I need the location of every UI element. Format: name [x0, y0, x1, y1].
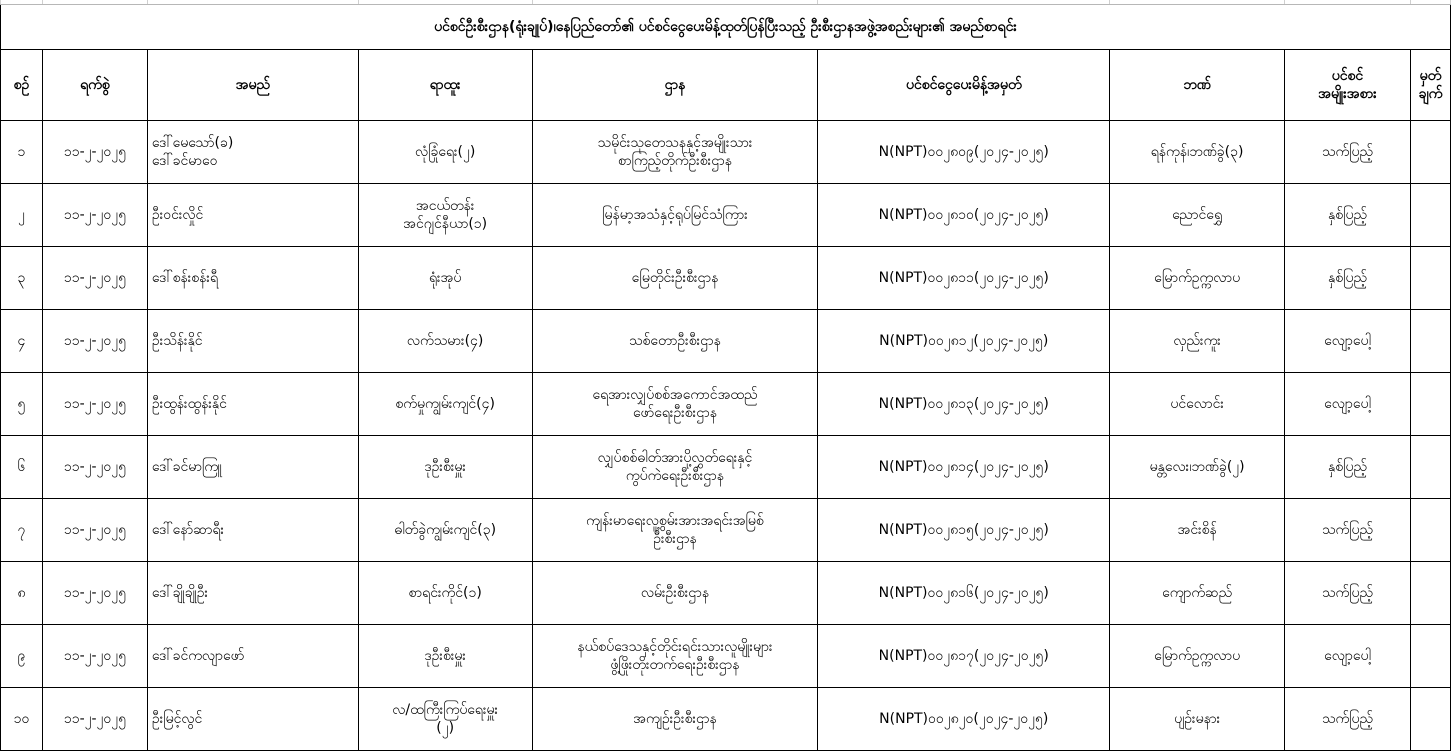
row-no: ၂	[18, 207, 25, 223]
row-no: ၇	[17, 522, 26, 538]
cell-no[interactable]	[1, 562, 43, 625]
cell-remark[interactable]	[1410, 373, 1450, 436]
row-department: ရေအားလျှပ်စစ်အကောင်အထည်	[592, 387, 758, 403]
row-no: ၉	[17, 648, 26, 664]
header-type	[1285, 50, 1411, 121]
row-name: ဒေါ်မေသော်(ခ)	[151, 135, 234, 151]
row-position: အငယ်တန်း	[415, 198, 475, 214]
header-name: အမည်	[147, 50, 358, 121]
cell-date[interactable]	[42, 688, 147, 751]
cell-type[interactable]	[1285, 310, 1411, 373]
row-position-cont: အင်ဂျင်နီယာ(၁)	[403, 216, 488, 232]
row-position: ဒုဦးစီးမှူး	[424, 648, 466, 664]
cell-name[interactable]	[147, 562, 358, 625]
cell-position[interactable]	[358, 310, 532, 373]
row-department: ကျန်းမာရေးလူ့စွမ်းအားအရင်းအမြစ်	[586, 513, 764, 529]
row-department: လျှပ်စစ်ဓါတ်အားပို့လွှတ်ရေးနှင့်	[597, 450, 753, 466]
row-department-cont: ဖွံ့ဖြိုးတိုးတက်ရေးဦးစီးဌာန	[610, 657, 740, 673]
table-row	[1, 184, 1451, 247]
cell-type[interactable]	[1285, 688, 1411, 751]
row-department: သစ်တောဦးစီးဌာန	[629, 333, 721, 349]
cell-name[interactable]	[147, 688, 358, 751]
row-position: လက်သမား(၄)	[406, 333, 484, 349]
cell-type[interactable]	[1285, 562, 1411, 625]
row-position: စာရင်းကိုင်(၁)	[408, 585, 482, 601]
cell-department[interactable]	[532, 436, 818, 499]
table-row	[1, 436, 1451, 499]
table-title: ပင်စင်ဦးစီးဌာန(ရုံးချုပ်)၊နေပြည်တော်၏ ပင်စင်ငွေပေးမိန့်ထုတ်ပြန်ပြီးသည့် ဦးစီးဌာနအဖွဲ့အစည်းများ၏ အမည်စာရင်း	[1, 5, 1451, 50]
cell-bank[interactable]	[1110, 121, 1285, 184]
cell-no[interactable]	[1, 121, 43, 184]
row-name: ဒေါ်စန်းစန်းရီ	[151, 270, 218, 286]
row-department: နယ်စပ်ဒေသနှင့်တိုင်းရင်းသားလူမျိုးများ	[577, 639, 773, 655]
cell-department[interactable]	[532, 373, 818, 436]
title-row	[1, 5, 1451, 50]
row-order-no: N(NPT)၀၀၂၈၁၃(၂၀၂၄-၂၀၂၅)	[878, 396, 1049, 412]
table-row	[1, 625, 1451, 688]
row-department: သမိုင်းသုတေသနနှင့်အမျိုးသား	[597, 135, 753, 151]
row-type: နှစ်ပြည့်	[1328, 207, 1367, 223]
row-bank: ညောင်ရွှေ	[1172, 207, 1223, 223]
cell-bank[interactable]	[1110, 310, 1285, 373]
cell-order-no[interactable]	[818, 247, 1110, 310]
table-row	[1, 499, 1451, 562]
row-no: ၆	[17, 459, 26, 475]
row-department: အကျဉ်းဦးစီးဌာန	[633, 711, 717, 727]
row-name: ဦးထွန်းထွန်းနိုင်	[151, 396, 227, 412]
header-bank: ဘဏ်	[1110, 50, 1285, 121]
row-bank: ပျဉ်းမနား	[1174, 711, 1221, 727]
row-order-no: N(NPT)၀၀၂၈၁၁(၂၀၂၄-၂၀၂၅)	[878, 270, 1049, 286]
row-name: ဦးဝင်းလှိုင်	[151, 207, 204, 223]
row-order-no: N(NPT)၀၀၂၈၁၀(၂၀၂၄-၂၀၂၅)	[878, 207, 1049, 223]
table-row	[1, 688, 1451, 751]
row-type: လျော့ပေါ့	[1324, 396, 1371, 412]
row-order-no: N(NPT)၀၀၂၈၁၅(၂၀၂၄-၂၀၂၅)	[878, 522, 1049, 538]
row-name: ဒေါ်နော်ဆာရီး	[151, 522, 225, 538]
row-bank: အင်းစိန်	[1177, 522, 1217, 538]
cell-order-no[interactable]	[818, 625, 1110, 688]
cell-department[interactable]	[532, 310, 818, 373]
row-department: လမ်းဦးစီးဌာန	[640, 585, 710, 601]
cell-position[interactable]	[358, 688, 532, 751]
cell-remark[interactable]	[1410, 688, 1450, 751]
cell-department[interactable]	[532, 184, 818, 247]
row-bank: ကျောက်ဆည်	[1162, 585, 1233, 601]
header-order-no: ပင်စင်ငွေပေးမိန့်အမှတ်	[818, 50, 1110, 121]
cell-order-no[interactable]	[818, 121, 1110, 184]
cell-name[interactable]	[147, 436, 358, 499]
cell-bank[interactable]	[1110, 184, 1285, 247]
row-type: လျော့ပေါ့	[1324, 648, 1371, 664]
cell-department[interactable]	[532, 121, 818, 184]
cell-type[interactable]	[1285, 625, 1411, 688]
cell-date[interactable]	[42, 625, 147, 688]
cell-remark[interactable]	[1410, 499, 1450, 562]
row-no: ၁	[17, 144, 26, 160]
table-body	[1, 121, 1451, 751]
cell-name[interactable]	[147, 373, 358, 436]
cell-no[interactable]	[1, 247, 43, 310]
cell-department[interactable]	[532, 499, 818, 562]
cell-position[interactable]	[358, 247, 532, 310]
row-position: စက်မှုကျွမ်းကျင်(၄)	[395, 396, 495, 412]
cell-name[interactable]	[147, 121, 358, 184]
cell-type[interactable]	[1285, 373, 1411, 436]
cell-order-no[interactable]	[818, 436, 1110, 499]
row-type: သက်ပြည့်	[1321, 144, 1374, 160]
row-date: ၁၁-၂-၂၀၂၅	[63, 522, 127, 538]
row-name: ဦးသိန်းနိုင်	[151, 333, 203, 349]
row-type: သက်ပြည့်	[1321, 585, 1374, 601]
row-bank: ပင်လောင်း	[1170, 396, 1224, 412]
table-row	[1, 247, 1451, 310]
row-type: နှစ်ပြည့်	[1328, 270, 1367, 286]
row-date: ၁၁-၂-၂၀၂၅	[63, 207, 127, 223]
row-name: ဒေါ်ချိုချိုဦး	[151, 585, 209, 601]
cell-no[interactable]	[1, 436, 43, 499]
table-row	[1, 373, 1451, 436]
header-remark-line1: မှတ်	[1419, 68, 1442, 84]
cell-department[interactable]	[532, 688, 818, 751]
cell-no[interactable]	[1, 373, 43, 436]
row-no: ၄	[17, 333, 26, 349]
table-row	[1, 562, 1451, 625]
cell-department[interactable]	[532, 562, 818, 625]
row-date: ၁၁-၂-၂၀၂၅	[63, 144, 127, 160]
header-remark	[1410, 50, 1450, 121]
cell-position[interactable]	[358, 499, 532, 562]
row-department: မြေတိုင်းဦးစီးဌာန	[631, 270, 719, 286]
cell-name[interactable]	[147, 310, 358, 373]
cell-remark[interactable]	[1410, 247, 1450, 310]
row-order-no: N(NPT)၀၀၂၈၁၆(၂၀၂၄-၂၀၂၅)	[878, 585, 1049, 601]
cell-remark[interactable]	[1410, 184, 1450, 247]
cell-type[interactable]	[1285, 499, 1411, 562]
row-position: လ/ထကြီးကြပ်ရေးမှူး	[392, 702, 499, 718]
row-order-no: N(NPT)၀၀၂၈၀၉(၂၀၂၄-၂၀၂၅)	[878, 144, 1049, 160]
header-type-line2: အမျိုးအစား	[1318, 86, 1377, 102]
row-position-cont: (၂)	[436, 720, 455, 736]
cell-remark[interactable]	[1410, 436, 1450, 499]
row-department-cont: ဦးစီးဌာန	[653, 531, 697, 547]
row-department-cont: ဖော်ရေးဦးစီးဌာန	[632, 405, 718, 421]
header-no: စဉ်	[1, 50, 43, 121]
cell-type[interactable]	[1285, 184, 1411, 247]
row-department-cont: စာကြည့်တိုက်ဦးစီးဌာန	[617, 153, 733, 169]
header-department: ဌာန	[532, 50, 818, 121]
cell-order-no[interactable]	[818, 562, 1110, 625]
cell-date[interactable]	[42, 121, 147, 184]
row-date: ၁၁-၂-၂၀၂၅	[63, 396, 127, 412]
row-bank: လှည်းကူး	[1173, 333, 1221, 349]
cell-no[interactable]	[1, 499, 43, 562]
cell-position[interactable]	[358, 121, 532, 184]
cell-bank[interactable]	[1110, 247, 1285, 310]
cell-name[interactable]	[147, 625, 358, 688]
header-remark-line2: ချက်	[1418, 86, 1443, 102]
cell-department[interactable]	[532, 247, 818, 310]
row-type: သက်ပြည့်	[1321, 711, 1374, 727]
cell-position[interactable]	[358, 184, 532, 247]
row-position: ရုံးအုပ်	[428, 270, 462, 286]
header-position: ရာထူး	[358, 50, 532, 121]
row-date: ၁၁-၂-၂၀၂၅	[63, 459, 127, 475]
row-no: ၃	[17, 270, 26, 286]
header-row	[1, 50, 1451, 121]
cell-bank[interactable]	[1110, 436, 1285, 499]
cell-date[interactable]	[42, 436, 147, 499]
cell-bank[interactable]	[1110, 373, 1285, 436]
row-position: လုံခြုံရေး(၂)	[414, 144, 476, 160]
cell-no[interactable]	[1, 625, 43, 688]
row-name: ဒေါ်ခင်မာကြူ	[151, 459, 223, 475]
header-type-line1: ပင်စင်	[1331, 68, 1364, 84]
cell-order-no[interactable]	[818, 688, 1110, 751]
row-no: ၁၀	[13, 711, 30, 727]
cell-date[interactable]	[42, 310, 147, 373]
cell-name[interactable]	[147, 184, 358, 247]
cell-bank[interactable]	[1110, 499, 1285, 562]
row-order-no: N(NPT)၀၀၂၈၁၇(၂၀၂၄-၂၀၂၅)	[878, 648, 1049, 664]
cell-position[interactable]	[358, 373, 532, 436]
cell-date[interactable]	[42, 184, 147, 247]
cell-remark[interactable]	[1410, 562, 1450, 625]
cell-position[interactable]	[358, 562, 532, 625]
cell-type[interactable]	[1285, 247, 1411, 310]
row-date: ၁၁-၂-၂၀၂၅	[63, 648, 127, 664]
cell-name[interactable]	[147, 247, 358, 310]
cell-order-no[interactable]	[818, 310, 1110, 373]
cell-order-no[interactable]	[818, 373, 1110, 436]
row-department: မြန်မာ့အသံနှင့်ရုပ်မြင်သံကြား	[602, 207, 748, 223]
cell-name[interactable]	[147, 499, 358, 562]
row-no: ၅	[17, 396, 26, 412]
row-type: လျော့ပေါ့	[1324, 333, 1371, 349]
cell-bank[interactable]	[1110, 562, 1285, 625]
cell-date[interactable]	[42, 499, 147, 562]
row-order-no: N(NPT)၀၀၂၈၁၂(၂၀၂၄-၂၀၂၅)	[879, 333, 1049, 349]
cell-no[interactable]	[1, 688, 43, 751]
cell-remark[interactable]	[1410, 625, 1450, 688]
cell-remark[interactable]	[1410, 310, 1450, 373]
table-row	[1, 121, 1451, 184]
row-position: ဓါတ်ခွဲကျွမ်းကျင်(၃)	[394, 522, 497, 538]
row-no: ၈	[17, 585, 26, 601]
row-date: ၁၁-၂-၂၀၂၅	[63, 333, 127, 349]
cell-remark[interactable]	[1410, 121, 1450, 184]
cell-position[interactable]	[358, 625, 532, 688]
row-type: သက်ပြည့်	[1321, 522, 1374, 538]
row-date: ၁၁-၂-၂၀၂၅	[63, 711, 127, 727]
cell-position[interactable]	[358, 436, 532, 499]
row-bank: မန္တလေး၊ဘဏ်ခွဲ(၂)	[1149, 459, 1245, 475]
cell-bank[interactable]	[1110, 688, 1285, 751]
table-row	[1, 310, 1451, 373]
row-order-no: N(NPT)၀၀၂၈၁၄(၂၀၂၄-၂၀၂၅)	[878, 459, 1049, 475]
row-name-cont: ဒေါ်ခင်မာဝေ	[151, 153, 218, 169]
cell-type[interactable]	[1285, 436, 1411, 499]
cell-order-no[interactable]	[818, 184, 1110, 247]
row-position: ဒုဦးစီးမှူး	[424, 459, 466, 475]
cell-department[interactable]	[532, 625, 818, 688]
row-bank: မြောက်ဥက္ကလာပ	[1154, 648, 1241, 664]
row-date: ၁၁-၂-၂၀၂၅	[63, 270, 127, 286]
cell-order-no[interactable]	[818, 499, 1110, 562]
cell-no[interactable]	[1, 184, 43, 247]
row-bank: မြောက်ဥက္ကလာပ	[1154, 270, 1241, 286]
cell-type[interactable]	[1285, 121, 1411, 184]
row-type: နှစ်ပြည့်	[1328, 459, 1367, 475]
row-order-no: N(NPT)၀၀၂၈၂၀(၂၀၂၄-၂၀၂၅)	[879, 711, 1049, 727]
cell-date[interactable]	[42, 247, 147, 310]
row-bank: ရန်ကုန်၊ဘဏ်ခွဲ(၃)	[1150, 144, 1244, 160]
cell-bank[interactable]	[1110, 625, 1285, 688]
row-name: ဒေါ်ခင်ကလျာဖော်	[151, 648, 245, 664]
cell-date[interactable]	[42, 562, 147, 625]
cell-no[interactable]	[1, 310, 43, 373]
cell-date[interactable]	[42, 373, 147, 436]
header-date: ရက်စွဲ	[42, 50, 147, 121]
row-date: ၁၁-၂-၂၀၂၅	[63, 585, 127, 601]
row-department-cont: ကွပ်ကဲရေးဦးစီးဌာန	[625, 468, 725, 484]
row-name: ဦးမြင့်လွင်	[151, 711, 203, 727]
